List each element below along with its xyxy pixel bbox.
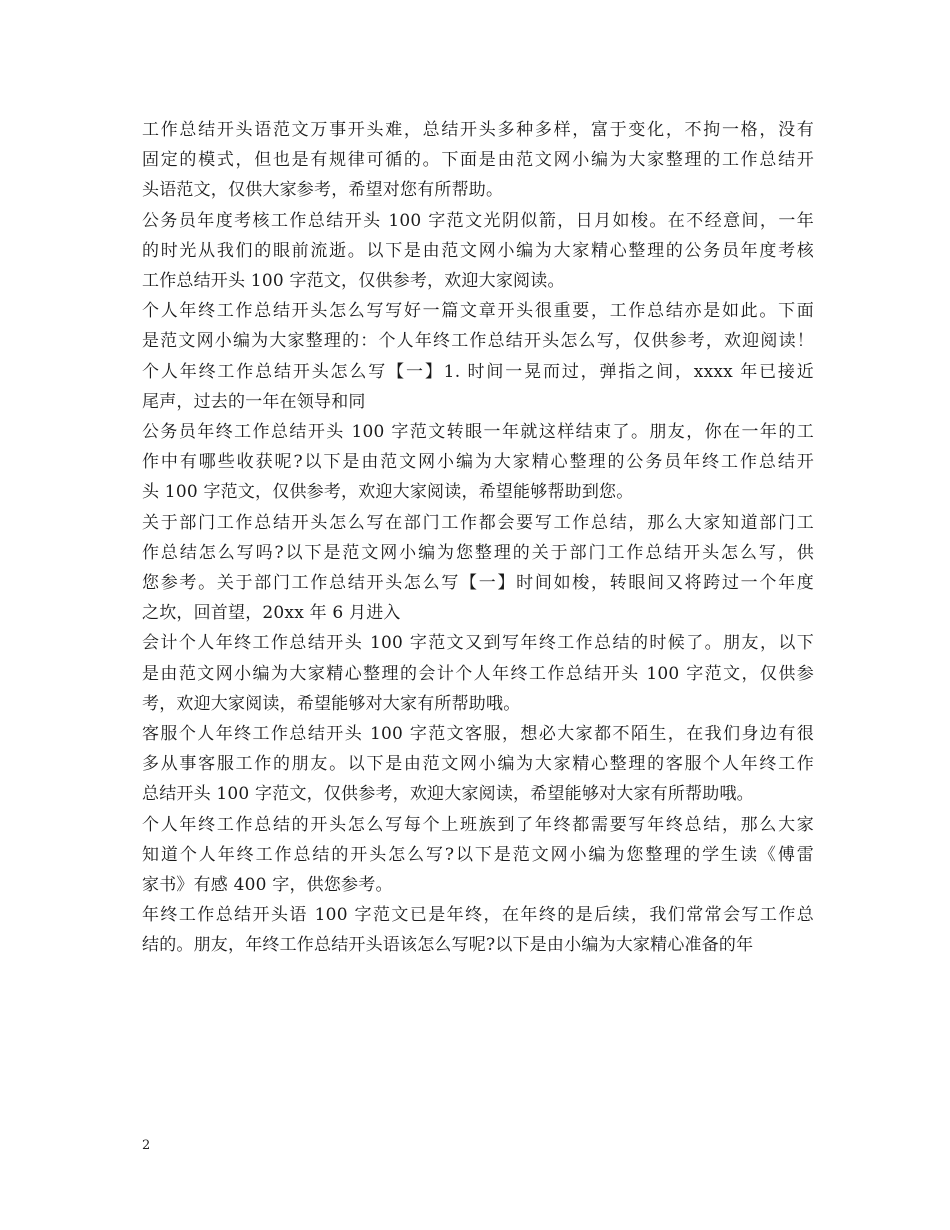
text-line: 公务员年度考核工作总结开头 100 字范文光阴似箭，日月如梭。在不经意间，一年 — [142, 210, 814, 231]
text-line: 个人年终工作总结开头怎么写【一】1. 时间一晃而过，弹指之间，xxxx 年已接近 — [142, 361, 814, 382]
paragraph — [142, 719, 814, 810]
page-number: 2 — [142, 1138, 151, 1153]
text-line: 关于部门工作总结开头怎么写在部门工作都会要写工作总结，那么大家知道部门工 — [142, 512, 814, 533]
text-line: 您参考。关于部门工作总结开头怎么写【一】时间如梭，转眼间又将跨过一个年度 — [142, 573, 814, 594]
text-line: 头语范文，仅供大家参考，希望对您有所帮助。 — [142, 180, 504, 201]
text-line: 个人年终工作总结开头怎么写写好一篇文章开头很重要，工作总结亦是如此。下面 — [142, 301, 814, 322]
text-line: 是由范文网小编为大家精心整理的会计个人年终工作总结开头 100 字范文，仅供参 — [142, 663, 814, 684]
text-line: 家书》有感 400 字，供您参考。 — [142, 875, 393, 896]
text-line: 结的。朋友，年终工作总结开头语该怎么写呢?以下是由小编为大家精心准备的年 — [142, 935, 754, 956]
text-line: 的时光从我们的眼前流逝。以下是由范文网小编为大家精心整理的公务员年度考核 — [142, 240, 814, 261]
text-line: 总结开头 100 字范文，仅供参考，欢迎大家阅读，希望能够对大家有所帮助哦。 — [142, 784, 754, 805]
text-line: 考，欢迎大家阅读，希望能够对大家有所帮助哦。 — [142, 693, 521, 714]
text-line: 会计个人年终工作总结开头 100 字范文又到写年终工作总结的时候了。朋友，以下 — [142, 633, 814, 654]
text-line: 个人年终工作总结的开头怎么写每个上班族到了年终都需要写年终总结，那么大家 — [142, 814, 814, 835]
text-line: 尾声，过去的一年在领导和同 — [142, 391, 366, 412]
paragraph — [142, 628, 814, 719]
text-line: 客服个人年终工作总结开头 100 字范文客服，想必大家都不陌生，在我们身边有很 — [142, 724, 814, 745]
document-body — [142, 115, 814, 961]
paragraph — [142, 417, 814, 508]
text-line: 公务员年终工作总结开头 100 字范文转眼一年就这样结束了。朋友，你在一年的工 — [142, 422, 814, 443]
paragraph — [142, 900, 814, 960]
paragraph — [142, 115, 814, 206]
paragraph — [142, 508, 814, 629]
paragraph — [142, 810, 814, 901]
text-line: 工作总结开头 100 字范文，仅供参考，欢迎大家阅读。 — [142, 271, 565, 292]
text-line: 工作总结开头语范文万事开头难，总结开头多种多样，富于变化，不拘一格，没有 — [142, 120, 814, 140]
paragraph — [142, 296, 814, 417]
paragraph — [142, 206, 814, 297]
text-line: 作中有哪些收获呢?以下是由范文网小编为大家精心整理的公务员年终工作总结开 — [142, 452, 814, 473]
text-line: 之坎，回首望，20xx 年 6 月进入 — [142, 603, 401, 624]
text-line: 头 100 字范文，仅供参考，欢迎大家阅读，希望能够帮助到您。 — [142, 482, 634, 503]
text-line: 多从事客服工作的朋友。以下是由范文网小编为大家精心整理的客服个人年终工作 — [142, 754, 814, 775]
text-line: 知道个人年终工作总结的开头怎么写?以下是范文网小编为您整理的学生读《傅雷 — [142, 844, 814, 865]
text-line: 作总结怎么写吗?以下是范文网小编为您整理的关于部门工作总结开头怎么写，供 — [142, 542, 814, 563]
text-line: 固定的模式，但也是有规律可循的。下面是由范文网小编为大家整理的工作总结开 — [142, 150, 814, 171]
text-line: 年终工作总结开头语 100 字范文已是年终，在年终的是后续，我们常常会写工作总 — [142, 905, 814, 926]
text-line: 是范文网小编为大家整理的：个人年终工作总结开头怎么写，仅供参考，欢迎阅读！ — [142, 331, 814, 352]
